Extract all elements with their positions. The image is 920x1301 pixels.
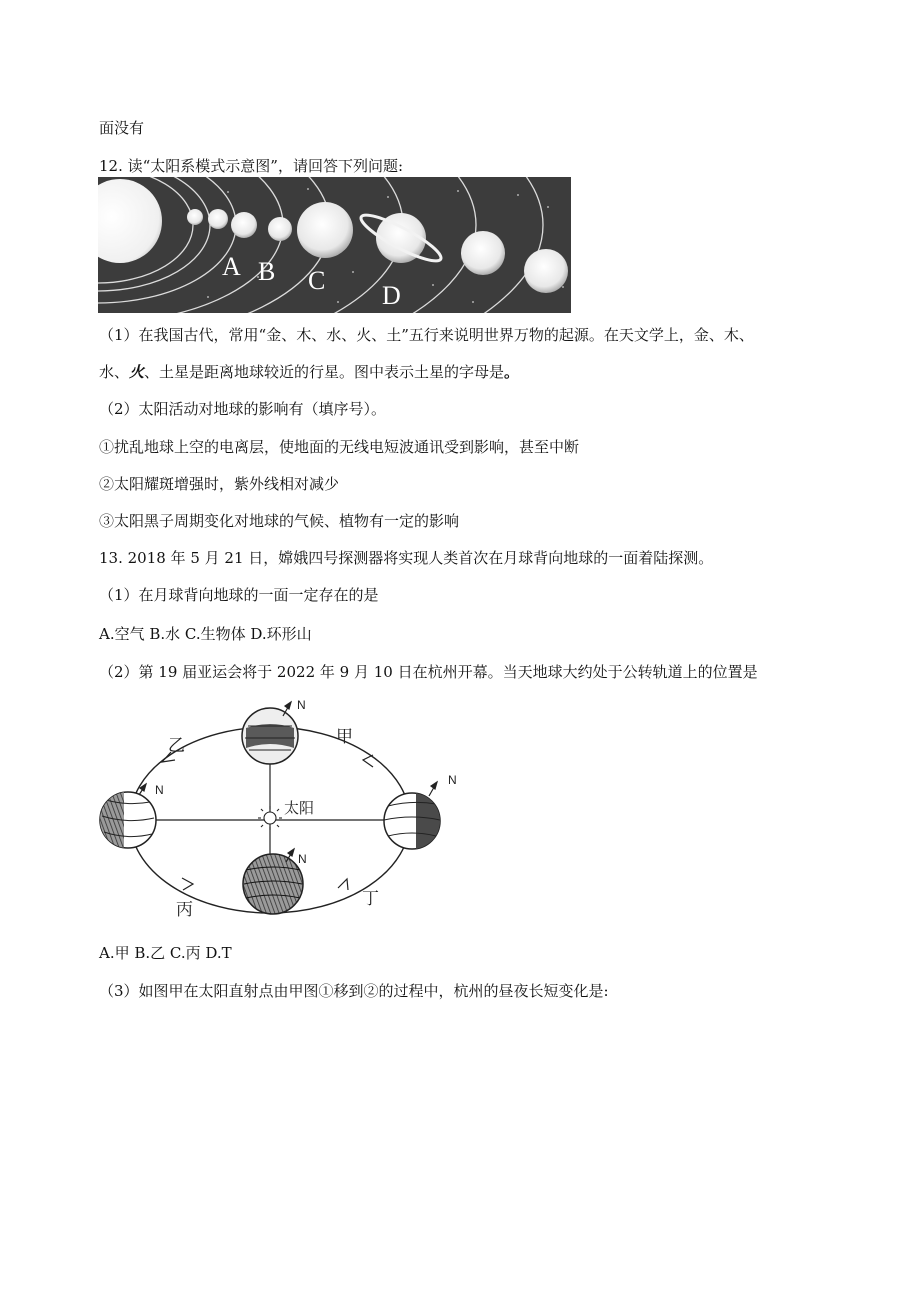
question-13-part1: （1）在月球背向地球的一面一定存在的是 [99, 586, 379, 604]
planet-earth [231, 212, 257, 238]
earth-orbit-diagram [96, 692, 470, 926]
question-13-part2: （2）第 19 届亚运会将于 2022 年 9 月 10 日在杭州开幕。当天地球大约处于公转轨道上的位置是 [99, 663, 758, 681]
text-fragment: 水、 [99, 363, 130, 381]
solar-system-diagram [98, 177, 571, 313]
question-13-title: 13. 2018 年 5 月 21 日，嫦娥四号探测器将实现人类首次在月球背向地球的一面着陆探测。 [99, 549, 714, 567]
position-bing: 丙 [176, 900, 193, 919]
planet-mars [268, 217, 292, 241]
north-label-bottom: N [298, 852, 307, 866]
text-fragment-period: 。 [504, 363, 520, 381]
north-label-right: N [448, 773, 457, 787]
text-line-1: 面没有 [99, 119, 145, 137]
earth-bottom [243, 854, 303, 914]
label-c: C [308, 266, 326, 295]
planet-neptune [524, 249, 568, 293]
north-label-left: N [155, 783, 164, 797]
planet-venus [208, 209, 228, 229]
earth-top [242, 708, 298, 764]
question-13-part3: （3）如图甲在太阳直射点由甲图①移到②的过程中，杭州的昼夜长短变化是: [99, 982, 609, 1000]
position-yi: 乙 [168, 736, 185, 755]
label-b: B [258, 257, 276, 286]
option-1: ①扰乱地球上空的电离层，使地面的无线电短波通讯受到影响，甚至中断 [99, 438, 580, 456]
planet-mercury [187, 209, 203, 225]
text-fragment: 、土星是距离地球较近的行星。图中表示土星的字母是 [144, 363, 505, 381]
position-ding: 丁 [362, 889, 379, 908]
planet-jupiter [297, 202, 353, 258]
north-label-top: N [297, 698, 306, 712]
option-2: ②太阳耀斑增强时，紫外线相对减少 [99, 475, 340, 493]
question-12-part1-line2 [99, 362, 519, 382]
sun-label: 太阳 [284, 800, 315, 817]
earth-right [384, 793, 442, 849]
question-13-part1-choices: A.空气 B.水 C.生物体 D.环形山 [99, 625, 312, 643]
question-13-part2-choices: A.甲 B.乙 C.丙 D.T [99, 944, 232, 962]
label-a: A [222, 252, 241, 281]
question-12-part2: （2）太阳活动对地球的影响有（填序号）。 [99, 400, 387, 418]
position-jia: 甲 [336, 727, 353, 746]
option-3: ③太阳黑子周期变化对地球的气候、植物有一定的影响 [99, 512, 460, 530]
question-12-title: 12. 读“太阳系模式示意图”，请回答下列问题: [99, 157, 404, 175]
planet-uranus [461, 231, 505, 275]
question-12-part1-line1: （1）在我国古代，常用“金、木、水、火、土”五行来说明世界万物的起源。在天文学上，金、木、 [99, 326, 754, 344]
text-fragment-bold: 火 [129, 363, 145, 381]
label-d: D [382, 281, 401, 310]
earth-left [100, 792, 156, 848]
